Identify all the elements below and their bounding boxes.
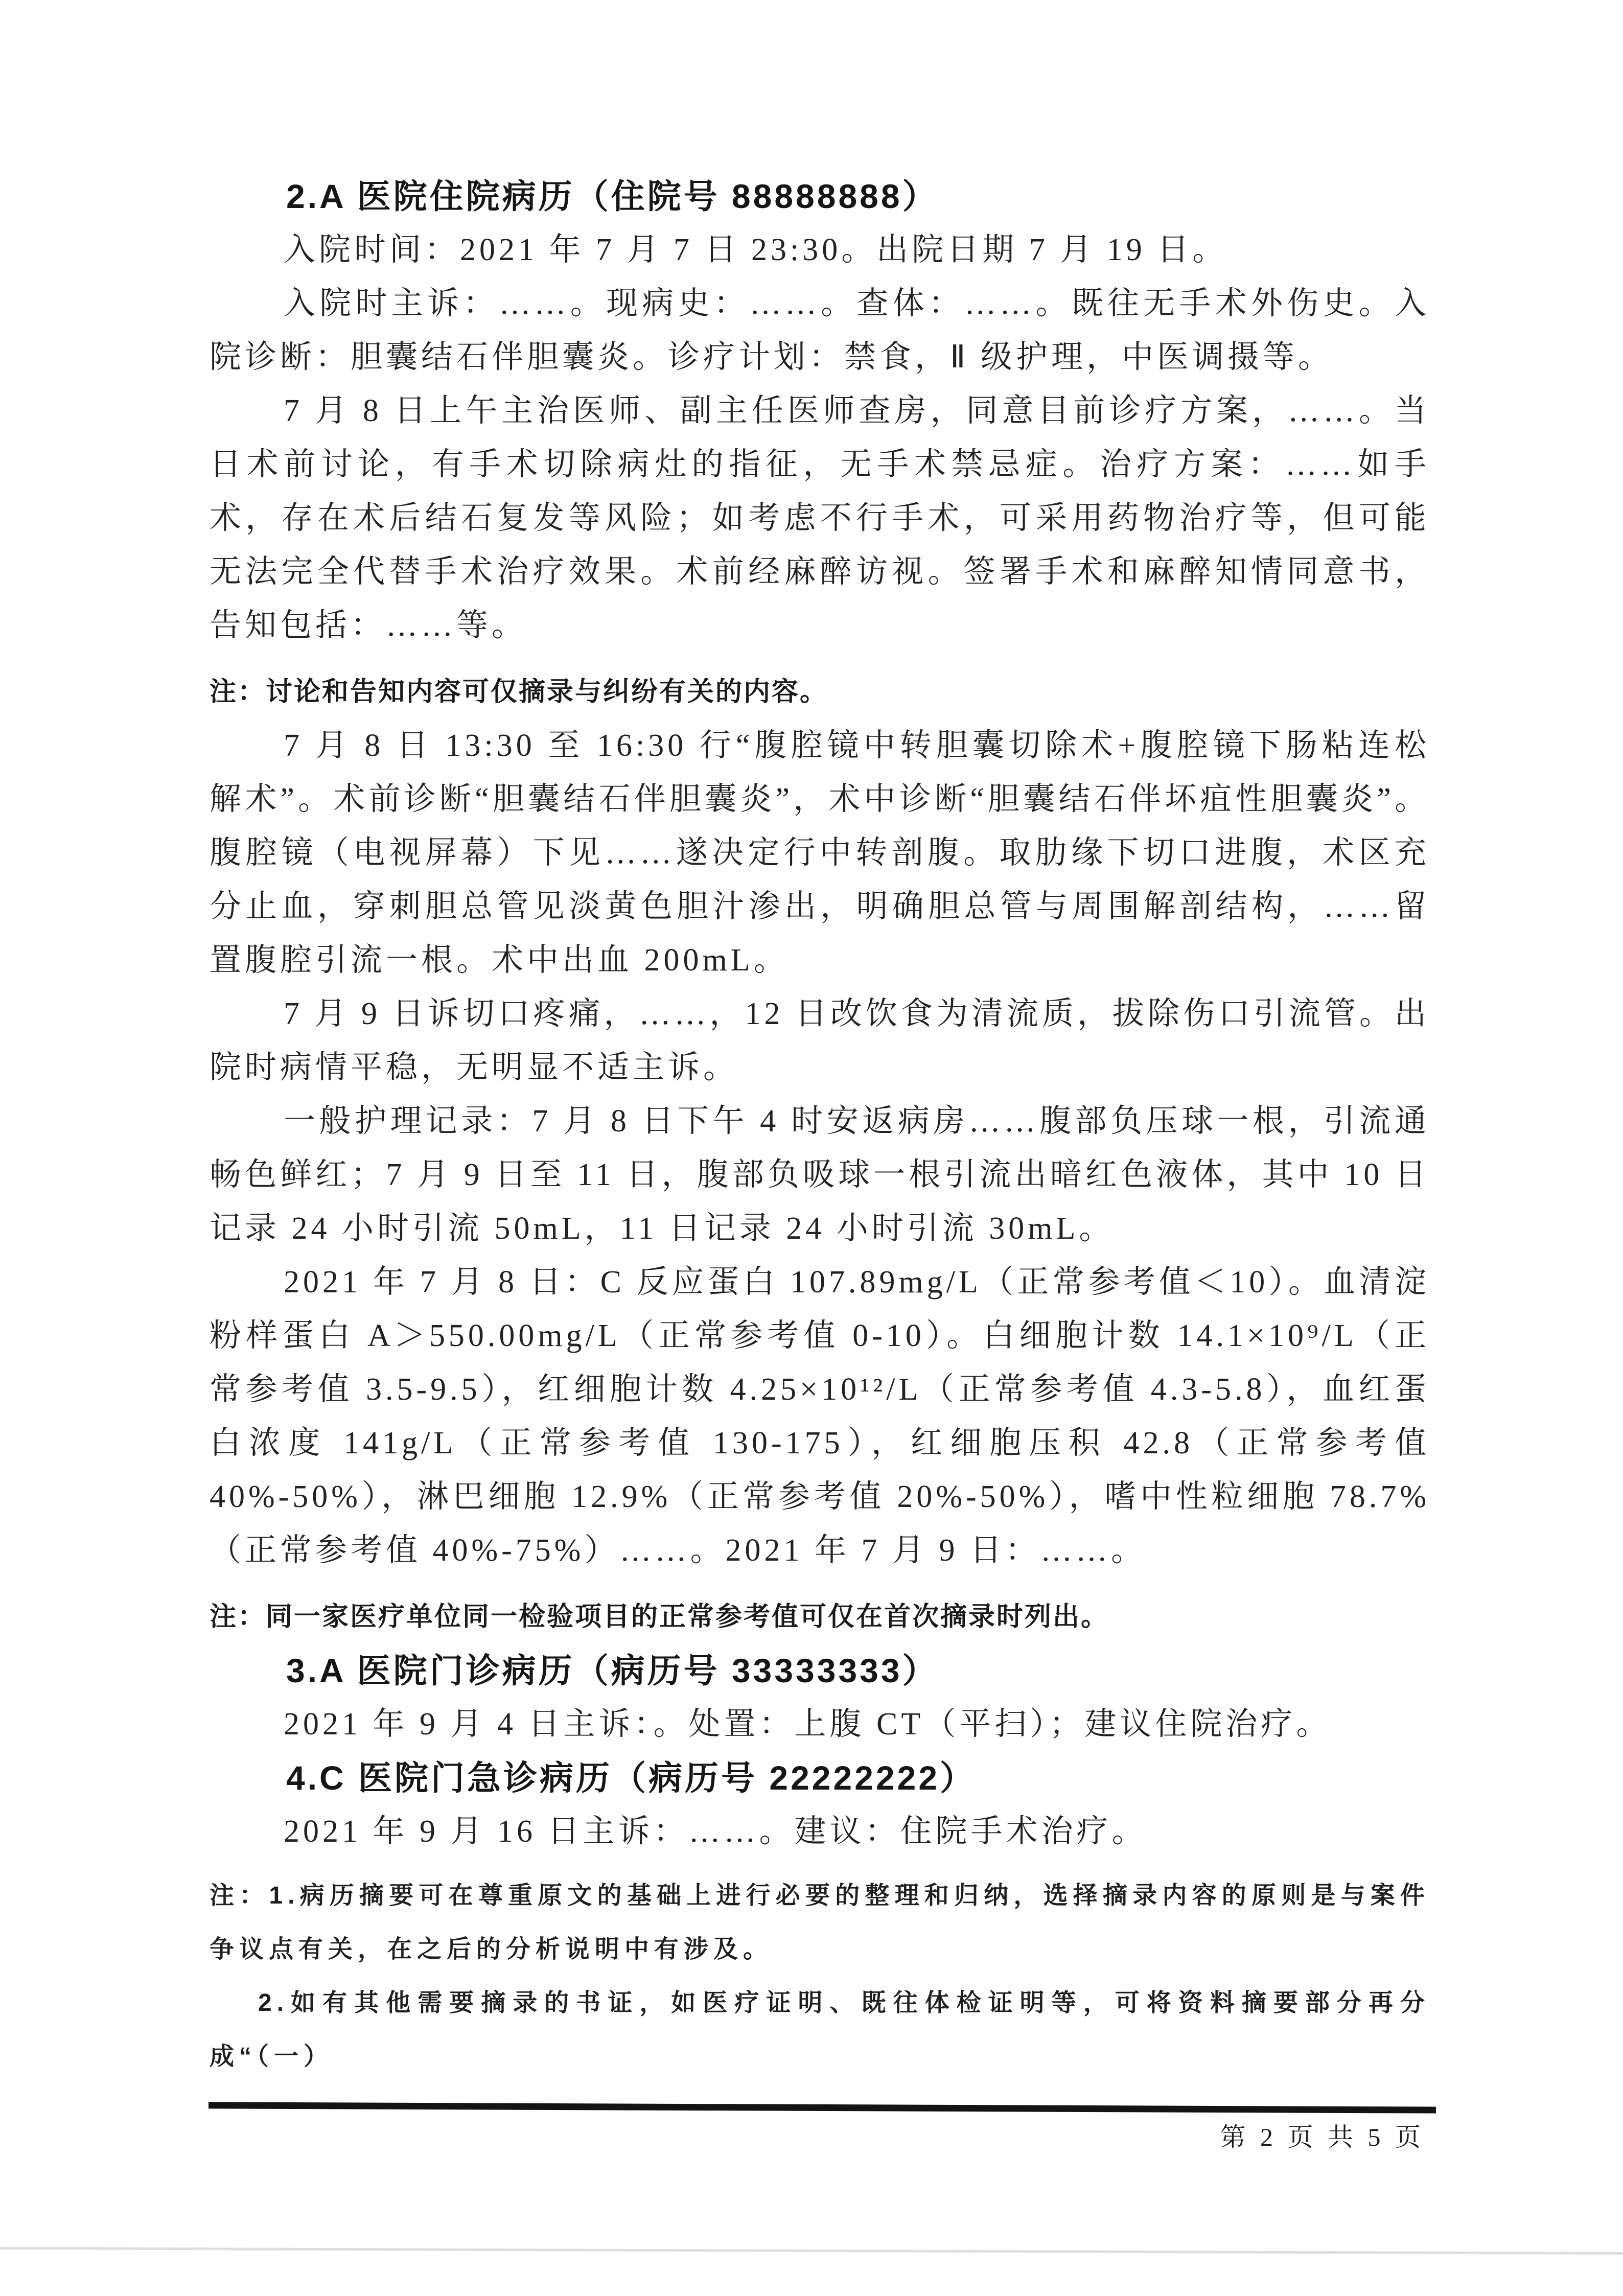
note-reference-values: 注：同一家医疗单位同一检验项目的正常参考值可仅在首次摘录时列出。 [210, 1602, 1109, 1632]
heading-inpatient-record: 2.A 医院住院病历（住院号 88888888） [286, 177, 939, 215]
note-discussion-excerpt: 注：讨论和告知内容可仅摘录与纠纷有关的内容。 [210, 677, 828, 707]
page-number-label: 第 2 页 共 5 页 [1220, 2123, 1425, 2151]
heading-emergency-record: 4.C 医院门急诊病历（病历号 22222222） [286, 1759, 977, 1797]
footer-divider [208, 2102, 1436, 2113]
document-body [210, 170, 1430, 2083]
paragraph-emergency-visit: 2021 年 9 月 16 日主诉：……。建议：住院手术治疗。 [284, 1814, 1147, 1849]
paragraph-outpatient-visit: 2021 年 9 月 4 日主诉：。处置：上腹 CT（平扫）；建议住院治疗。 [284, 1707, 1332, 1742]
paragraph-lab-results: 2021 年 7 月 8 日：C 反应蛋白 107.89mg/L（正常参考值＜10）。血清淀粉样蛋白 A＞550.00mg/L（正常参考值 0-10）。白细胞计数 14.1×10⁹/L（正常参考值 3.5-9.5），红细胞计数 4.25×10¹²/L（正常参考值 4.3-5.8），血红蛋白浓度 141g/L（正常参考值 130-175），红细胞压积 42.8（正常参考值 40%-50%），淋巴细胞 12.9%（正常参考值 20%-50%），嗜中性粒细胞 78.7%（正常参考值 40%-75%）……。2021 年 7 月 9 日：……。 [210, 1265, 1430, 1568]
note-summary-rule-1: 注：1.病历摘要可在尊重原文的基础上进行必要的整理和归纳，选择摘录内容的原则是与案件争议点有关，在之后的分析说明中有涉及。 [210, 1882, 1430, 1963]
heading-outpatient-record: 3.A 医院门诊病历（病历号 33333333） [286, 1652, 939, 1689]
paragraph-admission-complaint: 入院时主诉：……。现病史：……。查体：……。既往无手术外伤史。入院诊断：胆囊结石伴胆囊炎。诊疗计划：禁食，Ⅱ 级护理，中医调摄等。 [210, 286, 1430, 375]
paragraph-admission-time: 入院时间：2021 年 7 月 7 日 23:30。出院日期 7 月 19 日。 [284, 233, 1228, 267]
note-summary-rule-2: 2.如有其他需要摘录的书证，如医疗证明、既往体检证明等，可将资料摘要部分再分成“（一） [210, 1989, 1430, 2070]
paragraph-surgery-record: 7 月 8 日 13:30 至 16:30 行“腹腔镜中转胆囊切除术+腹腔镜下肠粘连松解术”。术前诊断“胆囊结石伴胆囊炎”，术中诊断“胆囊结石伴坏疽性胆囊炎”。腹腔镜（电视屏幕）下见……遂决定行中转剖腹。取肋缘下切口进腹，术区充分止血，穿刺胆总管见淡黄色胆汁渗出，明确胆总管与周围解剖结构，……留置腹腔引流一根。术中出血 200mL。 [210, 728, 1430, 978]
paragraph-nursing-record: 一般护理记录：7 月 8 日下午 4 时安返病房……腹部负压球一根，引流通畅色鲜红；7 月 9 日至 11 日，腹部负吸球一根引流出暗红色液体，其中 10 日记录 24 小时引流 50mL，11 日记录 24 小时引流 30mL。 [210, 1104, 1430, 1246]
paragraph-postop-course: 7 月 9 日诉切口疼痛，……，12 日改饮食为清流质，拔除伤口引流管。出院时病情平稳，无明显不适主诉。 [210, 996, 1430, 1085]
scan-artifact-line [0, 2247, 1623, 2255]
paragraph-ward-round-discussion: 7 月 8 日上午主治医师、副主任医师查房，同意目前诊疗方案，……。当日术前讨论，有手术切除病灶的指征，无手术禁忌症。治疗方案：……如手术，存在术后结石复发等风险；如考虑不行手术，可采用药物治疗等，但可能无法完全代替手术治疗效果。术前经麻醉访视。签署手术和麻醉知情同意书，告知包括：……等。 [210, 393, 1430, 643]
